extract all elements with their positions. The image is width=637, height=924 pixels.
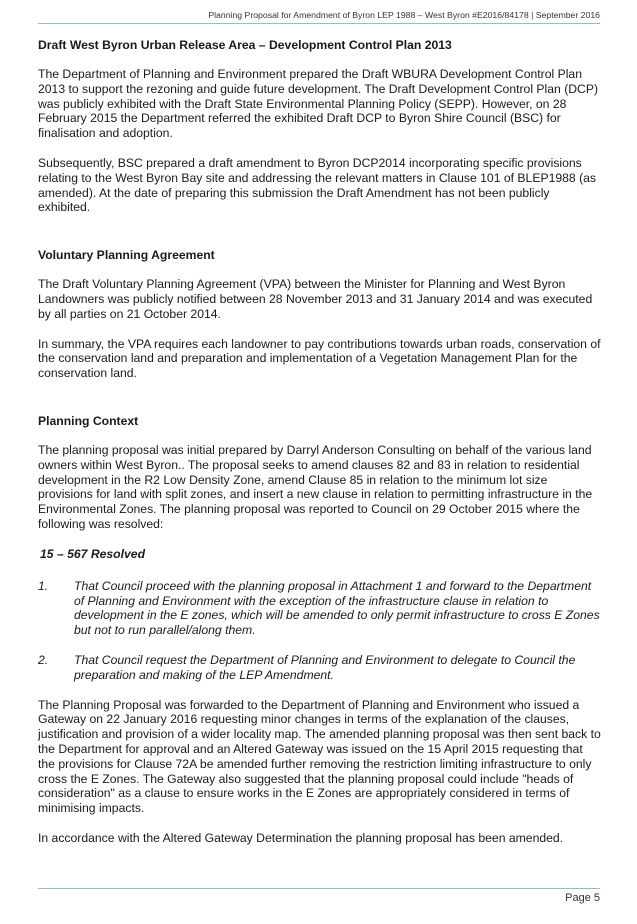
resolution-text: That Council proceed with the planning proposal in Attachment 1 and forward to the Department of Planning and Environment with the exception of the infrastructure clause in relation to development in the E zones, which will be amended to only permit infrastructure to cross E Zones but not to run parallel/along them.: [74, 578, 600, 638]
heading-vpa: Voluntary Planning Agreement: [38, 248, 215, 263]
resolution-title: 15 – 567 Resolved: [40, 546, 146, 561]
paragraph-vpa-1: The Draft Voluntary Planning Agreement (VPA) between the Minister for Planning and West Byron Landowners was publicly notified between 28 November 2013 and 31 January 2014 and was executed by all parties on 21 October 2014.: [38, 277, 593, 321]
resolution-item: [38, 653, 603, 683]
resolution-item: [38, 579, 603, 638]
paragraph-context-2: The Planning Proposal was forwarded to the Department of Planning and Environment who issued a Gateway on 22 January 2016 requesting minor changes in terms of the explanation of the clauses, justification and provision of a wider locality map. The amended planning proposal was then sent back to the Department for approval and an Altered Gateway was issued on the 15 April 2015 requesting that the provisions for Clause 72A be amended further removing the restriction limiting infrastructure to only cross the E Zones. The Gateway also suggested that the planning proposal could include "heads of consideration" as a clause to ensure works in the E Zones are appropriately considered in terms of minimising impacts.: [38, 697, 601, 816]
paragraph-vpa-2: In summary, the VPA requires each landowner to pay contributions towards urban roads, conservation of the conservation land and preparation and implementation of a Vegetation Management Plan for the conservation land.: [38, 336, 601, 381]
document-body: [38, 38, 603, 846]
heading-draft-dcp: Draft West Byron Urban Release Area – Development Control Plan 2013: [38, 38, 452, 52]
resolution-list: [38, 579, 603, 683]
running-header: [38, 8, 600, 24]
running-header-title: Planning Proposal for Amendment of Byron LEP 1988 – West Byron #E2016/84178 | September 2016: [208, 10, 600, 20]
resolution-text: That Council request the Department of Planning and Environment to delegate to Council the preparation and making of the LEP Amendment.: [74, 652, 576, 682]
resolution-number: 2.: [38, 652, 49, 667]
page-number: Page 5: [565, 892, 600, 904]
paragraph-context-1: The planning proposal was initial prepared by Darryl Anderson Consulting on behalf of the various land owners within West Byron.. The proposal seeks to amend clauses 82 and 83 in relation to residential development in the R2 Low Density Zone, amend Clause 85 in relation to the minimum lot size provisions for land with split zones, and insert a new clause in relation to permitting infrastructure in the Environmental Zones. The planning proposal was reported to Council on 29 October 2015 where the following was resolved:: [38, 442, 593, 531]
heading-planning-context: Planning Context: [38, 413, 139, 428]
resolution-number: 1.: [38, 578, 49, 593]
footer-rule: [38, 888, 600, 889]
paragraph-context-3: In accordance with the Altered Gateway Determination the planning proposal has been amended.: [38, 830, 564, 845]
paragraph-dcp-2: Subsequently, BSC prepared a draft amendment to Byron DCP2014 incorporating specific provisions relating to the West Byron Bay site and addressing the relevant matters in Clause 101 of BLEP1988 (as amended). At the date of preparing this submission the Draft Amendment has not been publicly exhibited.: [38, 155, 597, 215]
paragraph-dcp-1: The Department of Planning and Environment prepared the Draft WBURA Development Control Plan 2013 to support the rezoning and guide future development. The Draft Development Control Plan (DCP) was publicly exhibited with the Draft State Environmental Planning Policy (SEPP). However, on 28 February 2015 the Department referred the exhibited Draft DCP to Byron Shire Council (BSC) for finalisation and adoption.: [38, 67, 599, 141]
